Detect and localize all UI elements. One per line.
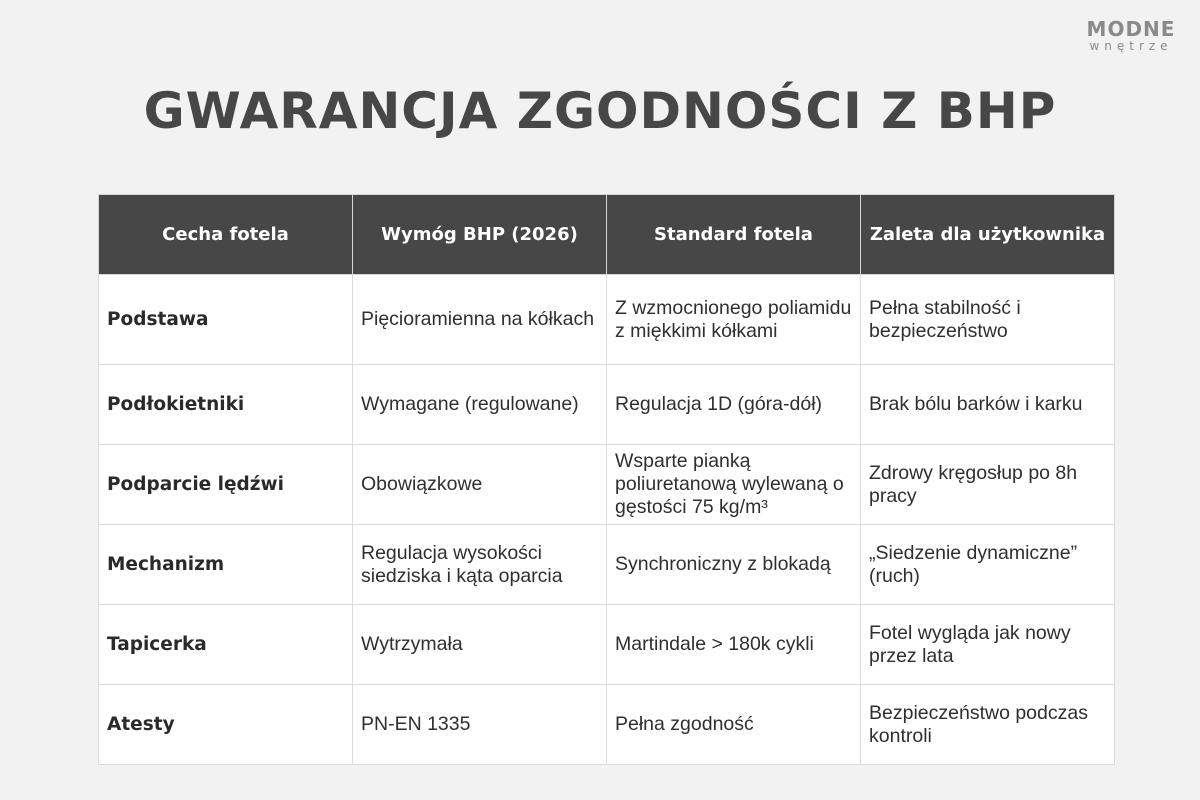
- table-cell-feature: Podłokietniki: [99, 365, 353, 445]
- table-cell-standard: Wsparte pianką poliuretanową wylewaną o gęstości 75 kg/m³: [607, 445, 861, 525]
- table-row: [99, 365, 1115, 445]
- brand-logo: [1076, 18, 1186, 53]
- table-cell-requirement: Pięcioramienna na kółkach: [353, 275, 607, 365]
- table-cell-standard: Z wzmocnionego poliamidu z miękkimi kółkami: [607, 275, 861, 365]
- column-header-requirement: Wymóg BHP (2026): [353, 195, 607, 275]
- table-cell-benefit: Brak bólu barków i karku: [861, 365, 1115, 445]
- table-cell-requirement: Wymagane (regulowane): [353, 365, 607, 445]
- bhp-compliance-table: [98, 194, 1115, 765]
- table-cell-benefit: Pełna stabilność i bezpieczeństwo: [861, 275, 1115, 365]
- brand-logo-sub: wnętrze: [1089, 39, 1173, 53]
- column-header-standard: Standard fotela: [607, 195, 861, 275]
- table-cell-requirement: Regulacja wysokości siedziska i kąta oparcia: [353, 525, 607, 605]
- column-header-feature: Cecha fotela: [99, 195, 353, 275]
- table-row: [99, 605, 1115, 685]
- table-cell-requirement: PN-EN 1335: [353, 685, 607, 765]
- table-cell-standard: Martindale > 180k cykli: [607, 605, 861, 685]
- table-header-row: [99, 195, 1115, 275]
- brand-logo-main: MODNE: [1086, 17, 1176, 41]
- table-cell-feature: Atesty: [99, 685, 353, 765]
- table-cell-standard: Regulacja 1D (góra-dół): [607, 365, 861, 445]
- table-row: [99, 525, 1115, 605]
- table-cell-feature: Podstawa: [99, 275, 353, 365]
- table-row: [99, 275, 1115, 365]
- table-cell-benefit: „Siedzenie dynamiczne” (ruch): [861, 525, 1115, 605]
- table-cell-requirement: Wytrzymała: [353, 605, 607, 685]
- table-cell-standard: Pełna zgodność: [607, 685, 861, 765]
- table-cell-feature: Tapicerka: [99, 605, 353, 685]
- table-cell-benefit: Zdrowy kręgosłup po 8h pracy: [861, 445, 1115, 525]
- table-cell-standard: Synchroniczny z blokadą: [607, 525, 861, 605]
- table-row: [99, 445, 1115, 525]
- table-cell-feature: Podparcie lędźwi: [99, 445, 353, 525]
- column-header-benefit: Zaleta dla użytkownika: [861, 195, 1115, 275]
- table-row: [99, 685, 1115, 765]
- table-cell-requirement: Obowiązkowe: [353, 445, 607, 525]
- table-cell-benefit: Bezpieczeństwo podczas kontroli: [861, 685, 1115, 765]
- page-title: GWARANCJA ZGODNOŚCI Z BHP: [143, 82, 1057, 140]
- table-cell-feature: Mechanizm: [99, 525, 353, 605]
- table-cell-benefit: Fotel wygląda jak nowy przez lata: [861, 605, 1115, 685]
